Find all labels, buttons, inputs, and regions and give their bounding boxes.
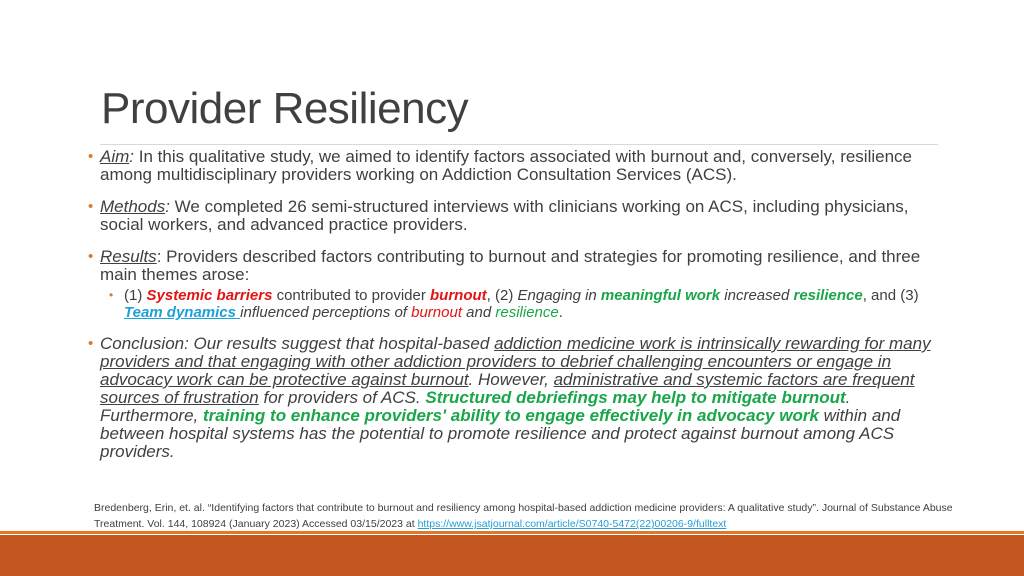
theme-text: . [558,304,563,321]
slide-title: Provider Resiliency [101,84,469,133]
methods-paragraph [88,198,943,234]
bullet-icon: • [88,248,94,265]
conclusion-label: Conclusion [100,334,185,353]
theme-text: and [462,304,496,321]
structured-debriefings: Structured debriefings may help to mitigate burnout [425,388,846,407]
bullet-icon: • [88,148,94,165]
conclusion-text: within and between hospital systems has the potential to promote resilience and protect against burnout among ACS providers. [100,406,901,461]
title-divider [100,144,938,145]
resilience-highlight: resilience [495,304,559,321]
conclusion-underline-2: administrative and systemic factors are frequent sources of frustration [100,370,915,407]
bullet-icon: • [88,198,94,215]
results-themes [88,287,943,321]
meaningful-work: meaningful work [600,287,721,304]
burnout-highlight: burnout [430,287,487,304]
slide-body [88,148,943,461]
team-dynamics: Team dynamics [124,304,241,321]
methods-colon: : [165,197,170,216]
aim-paragraph [88,148,943,184]
conclusion-text: for providers of ACS. [258,388,426,407]
training-advocacy: training to enhance providers' ability to engage effectively in advocacy work [202,406,819,425]
methods-label: Methods [100,197,166,216]
theme-text: , and (3) [862,287,919,304]
aim-text: In this qualitative study, we aimed to identify factors associated with burnout and, conversely, resilience among multidisciplinary providers working on Addiction Consultation Services (ACS). [100,147,913,184]
aim-label: Aim [100,147,130,166]
aim-colon: : [129,147,135,166]
conclusion-text: . Furthermore, [100,388,851,425]
conclusion-underline-1: addiction medicine work is intrinsically rewarding for many providers and that engaging with other addiction providers to debrief challenging encounters or engage in advocacy work can be protective against burnout [100,334,931,389]
theme-text: (1) [124,287,147,304]
methods-text: We completed 26 semi-structured interviews with clinicians working on ACS, including physicians, social workers, and advanced practice providers. [100,197,909,234]
theme-text: influenced perceptions of [240,304,412,321]
citation-text: Bredenberg, Erin, et. al. “Identifying factors that contribute to burnout and resiliency among hospital-based addiction medicine providers: A qualitative study”. Journal of Substance Abuse Treatment. Vol. 144, 108924 (January 2023) Accessed 03/15/2023 at [94,502,953,530]
footer-bar [0,535,1024,576]
results-text: : Providers described factors contributing to burnout and strategies for promoting resilience, and three main themes arose: [100,247,921,284]
theme-text: increased [720,287,794,304]
citation-link[interactable]: https://www.jsatjournal.com/article/S0740-5472(22)00206-9/fulltext [417,518,727,530]
theme-text: contributed to provider [272,287,431,304]
footer-accent-line [0,531,1024,534]
bullet-icon: • [88,335,94,352]
results-paragraph [88,248,943,284]
conclusion-text: . However, [468,370,554,389]
theme-text: , (2) [486,287,518,304]
burnout-highlight: burnout [411,304,462,321]
theme-text: Engaging in [517,287,601,304]
conclusion-text: : Our results suggest that hospital-based [184,334,495,353]
systemic-barriers: Systemic barriers [146,287,273,304]
citation [94,500,974,532]
conclusion-paragraph [88,335,943,461]
results-label: Results [100,247,157,266]
resilience-highlight: resilience [793,287,863,304]
sub-bullet-icon: • [109,288,114,302]
